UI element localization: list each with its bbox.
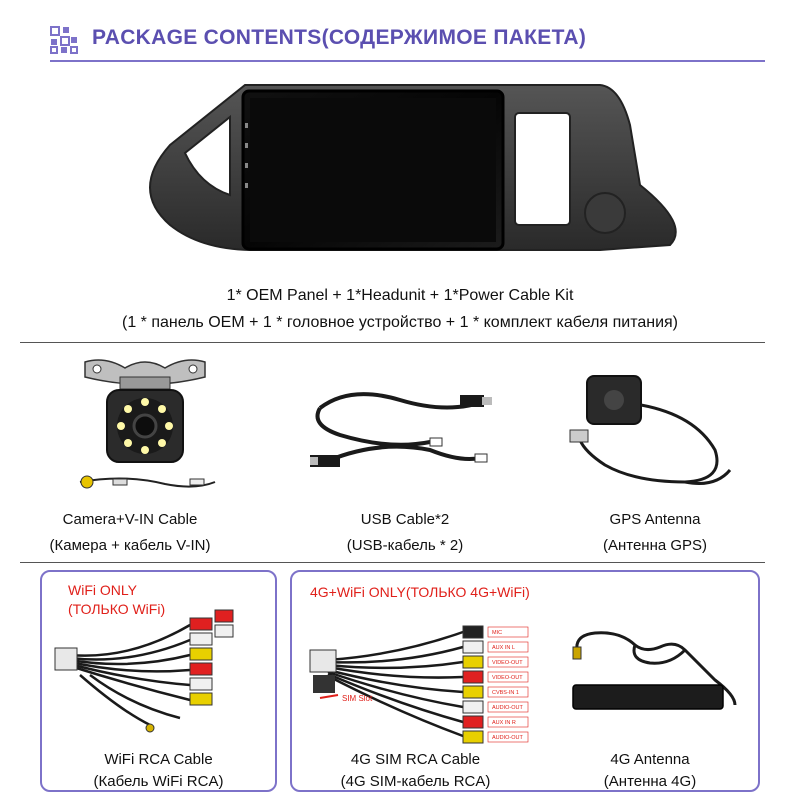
oem-panel-headunit-image bbox=[130, 75, 690, 275]
usb-label-ru: (USB-кабель * 2) bbox=[346, 537, 464, 554]
connector-tag: AUDIO-OUT bbox=[492, 705, 523, 711]
connector-tag: CVBS-IN 1 bbox=[492, 690, 519, 696]
4g-antenna-label-en: 4G Antenna bbox=[610, 751, 690, 768]
page-title: PACKAGE CONTENTS(СОДЕРЖИМОЕ ПАКЕТА) bbox=[92, 26, 587, 49]
wifi-rca-label-en: WiFi RCA Cable bbox=[104, 751, 213, 768]
connector-tag: AUX IN L bbox=[492, 645, 515, 651]
wifi-only-tag: WiFi ONLY bbox=[68, 582, 137, 598]
connector-tag: AUX IN R bbox=[492, 720, 516, 726]
header-underline bbox=[50, 60, 765, 62]
4g-wifi-only-tag: 4G+WiFi ONLY(ТОЛЬКО 4G+WiFi) bbox=[310, 584, 530, 600]
connector-tag: AUDIO-OUT bbox=[492, 735, 523, 741]
4g-sim-rca-cable-image bbox=[298, 610, 548, 745]
wifi-rca-label-ru: (Кабель WiFi RCA) bbox=[93, 773, 224, 790]
main-caption-en: 1* OEM Panel + 1*Headunit + 1*Power Cable Kit bbox=[226, 287, 574, 304]
header bbox=[0, 0, 800, 62]
wifi-rca-cable-image bbox=[50, 600, 270, 740]
gps-label-en: GPS Antenna bbox=[609, 511, 701, 528]
connector-tag: MIC bbox=[492, 630, 503, 636]
4g-sim-rca-label-ru: (4G SIM-кабель RCA) bbox=[340, 773, 491, 790]
connector-tag: VIDEO-OUT bbox=[492, 660, 523, 666]
camera-label-en: Camera+V-IN Cable bbox=[62, 511, 198, 528]
divider bbox=[20, 562, 765, 563]
4g-sim-rca-label-en: 4G SIM RCA Cable bbox=[350, 751, 481, 768]
package-grid-icon bbox=[50, 26, 78, 54]
4g-antenna-image bbox=[565, 625, 750, 720]
4g-antenna-label-ru: (Антенна 4G) bbox=[603, 773, 697, 790]
camera-vin-cable-image bbox=[65, 352, 225, 502]
usb-label-en: USB Cable*2 bbox=[360, 511, 450, 528]
gps-antenna-image bbox=[565, 370, 740, 500]
main-caption-ru: (1 * панель OEM + 1 * головное устройство + 1 * комплект кабеля питания) bbox=[121, 314, 678, 331]
connector-tag: VIDEO-OUT bbox=[492, 675, 523, 681]
gps-label-ru: (Антенна GPS) bbox=[602, 537, 708, 554]
divider bbox=[20, 342, 765, 343]
wifi-only-tag-ru: (ТОЛЬКО WiFi) bbox=[68, 601, 166, 617]
usb-cable-image bbox=[310, 380, 500, 490]
camera-label-ru: (Камера + кабель V-IN) bbox=[49, 537, 211, 554]
sim-slot-label: SIM Slot bbox=[342, 694, 373, 703]
